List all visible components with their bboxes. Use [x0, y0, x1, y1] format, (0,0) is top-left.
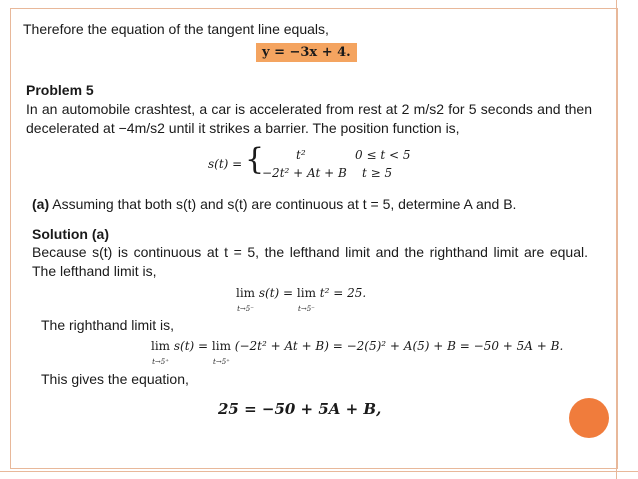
gives-text: This gives the equation, [41, 371, 189, 387]
piecewise-lhs: s(t) = [208, 157, 243, 171]
right-lim-rhs: (−2t² + At + B) = −2(5)² + A(5) + B = −50 + 5A + B. [230, 339, 564, 353]
left-lim-mid: s(t) = [255, 286, 297, 300]
right-limit-equation [151, 339, 563, 367]
piecewise-brace: { [245, 142, 265, 177]
left-lim-1: lim [236, 286, 256, 300]
problem-heading: Problem 5 [26, 82, 94, 98]
part-a-question [32, 195, 597, 214]
part-a-label: (a) [32, 196, 50, 212]
piecewise-row1-expr: t² [296, 148, 306, 162]
left-limit-equation [236, 286, 366, 314]
right-lim-mid: s(t) = [170, 339, 212, 353]
final-equation: 25 = −50 + 5A + B, [218, 400, 382, 418]
right-lim-2: lim [211, 339, 231, 353]
solution-heading: Solution (a) [32, 226, 109, 242]
left-lim-1-sub: t→5⁻ [237, 305, 254, 313]
left-lim-2-sub: t→5⁻ [298, 305, 315, 313]
piecewise-row2-cond: t ≥ 5 [362, 166, 393, 180]
frame-line-vertical [616, 0, 617, 479]
piecewise-row2-expr: −2t² + At + B [262, 166, 347, 180]
intro-text: Therefore the equation of the tangent line equals, [23, 21, 329, 37]
solution-text: Because s(t) is continuous at t = 5, the lefthand limit and the righthand limit are equal. The lefthand limit is, [32, 244, 588, 279]
right-limit-intro: The righthand limit is, [41, 317, 175, 333]
right-lim-2-sub: t→5⁺ [213, 358, 230, 366]
tangent-equation: y = −3x + 4. [256, 43, 357, 62]
right-lim-1-sub: t→5⁺ [152, 358, 169, 366]
problem-statement: In an automobile crashtest, a car is accelerated from rest at 2 m/s2 for 5 seconds and then decelerated at −4m/s2 until it strikes a barrier. The position function is, [26, 101, 592, 136]
part-a-text: Assuming that both s(t) and s(t) are continuous at t = 5, determine A and B. [49, 196, 517, 212]
piecewise-row1-cond: 0 ≤ t < 5 [355, 148, 411, 162]
left-lim-2: lim [296, 286, 316, 300]
decorative-orange-circle [569, 398, 609, 438]
left-lim-rhs: t² = 25. [315, 286, 367, 300]
frame-line-horizontal [0, 471, 638, 472]
right-lim-1: lim [151, 339, 171, 353]
